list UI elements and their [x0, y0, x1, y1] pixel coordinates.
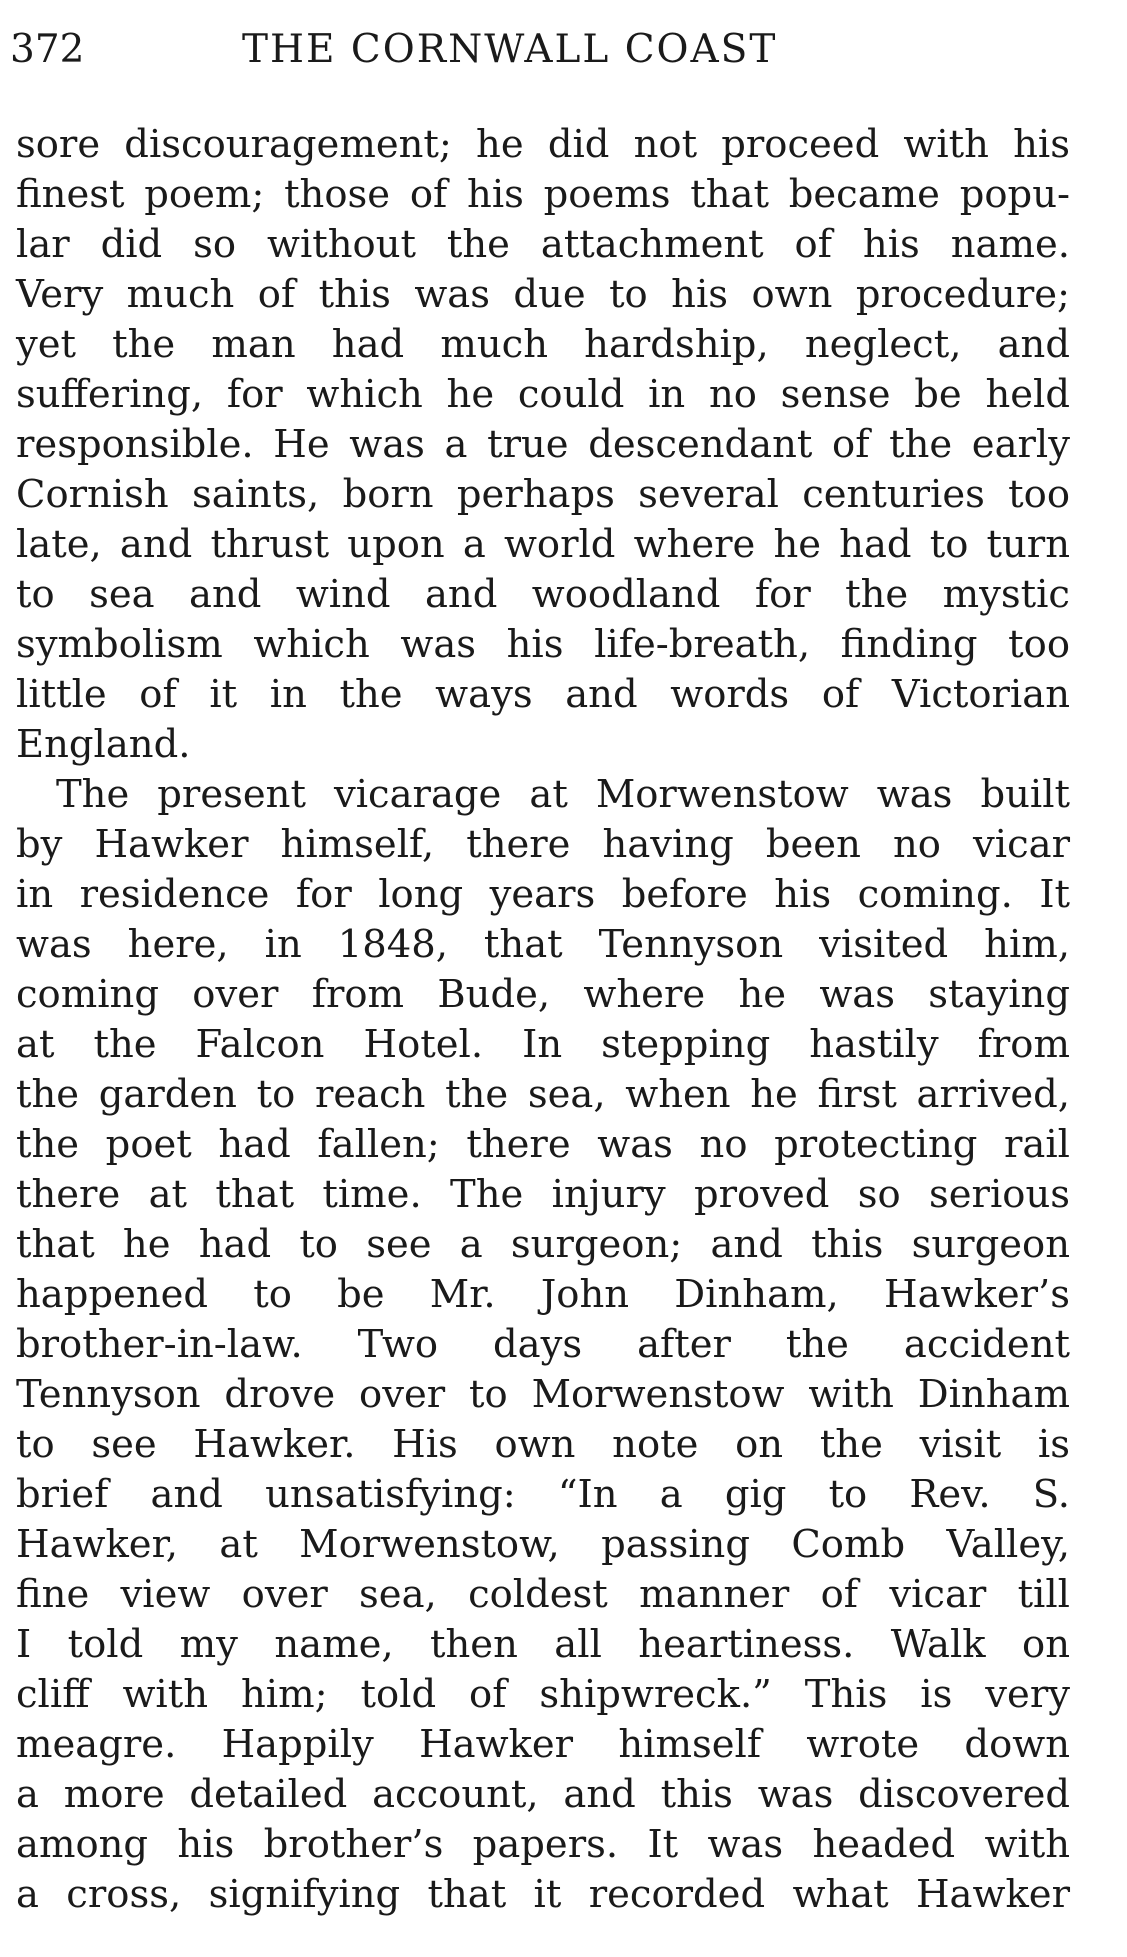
text-line: Very much of this was due to his own procedure;	[16, 272, 1070, 317]
text-line: brother-in-law. Two days after the accident	[16, 1322, 1070, 1367]
text-line: late, and thrust upon a world where he had to turn	[16, 522, 1070, 567]
text-line: to sea and wind and woodland for the mystic	[16, 572, 1070, 617]
text-line: lar did so without the attachment of his name.	[16, 222, 1070, 267]
text-line: fine view over sea, coldest manner of vicar till	[16, 1572, 1070, 1617]
text-line: to see Hawker. His own note on the visit is	[16, 1422, 1070, 1467]
page-header	[10, 22, 1070, 78]
text-line: among his brother’s papers. It was headed with	[16, 1822, 1070, 1867]
text-line: The present vicarage at Morwenstow was built	[56, 772, 1070, 817]
text-line: cliff with him; told of shipwreck.” This is very	[16, 1672, 1070, 1717]
text-line: little of it in the ways and words of Victorian	[16, 672, 1070, 717]
text-line: there at that time. The injury proved so serious	[16, 1172, 1070, 1217]
paragraph-2	[16, 770, 1070, 1920]
paragraph-1	[16, 120, 1070, 770]
body-text	[16, 120, 1070, 1920]
text-line: at the Falcon Hotel. In stepping hastily from	[16, 1022, 1070, 1067]
text-line: Hawker, at Morwenstow, passing Comb Valley,	[16, 1522, 1070, 1567]
text-line: by Hawker himself, there having been no vicar	[16, 822, 1070, 867]
text-line: the garden to reach the sea, when he first arrived,	[16, 1072, 1070, 1117]
text-line: suffering, for which he could in no sense be held	[16, 372, 1070, 417]
text-line: meagre. Happily Hawker himself wrote down	[16, 1722, 1070, 1767]
text-line: that he had to see a surgeon; and this surgeon	[16, 1222, 1070, 1267]
text-line: I told my name, then all heartiness. Walk on	[16, 1622, 1070, 1667]
text-line: a cross, signifying that it recorded what Hawker	[16, 1872, 1070, 1917]
text-line: happened to be Mr. John Dinham, Hawker’s	[16, 1272, 1070, 1317]
text-line: sore discouragement; he did not proceed with his	[16, 122, 1070, 167]
text-line: responsible. He was a true descendant of the early	[16, 422, 1070, 467]
text-line: finest poem; those of his poems that became popu-	[16, 172, 1070, 217]
text-line: a more detailed account, and this was discovered	[16, 1772, 1070, 1817]
text-line: brief and unsatisfying: “In a gig to Rev. S.	[16, 1472, 1070, 1517]
text-line: symbolism which was his life-breath, finding too	[16, 622, 1070, 667]
text-line: England.	[16, 722, 191, 767]
text-line: the poet had fallen; there was no protecting rail	[16, 1122, 1070, 1167]
text-line: in residence for long years before his coming. It	[16, 872, 1070, 917]
text-line: coming over from Bude, where he was staying	[16, 972, 1070, 1017]
running-title: THE CORNWALL COAST	[242, 27, 778, 72]
text-line: Cornish saints, born perhaps several centuries too	[16, 472, 1070, 517]
text-line: Tennyson drove over to Morwenstow with Dinham	[16, 1372, 1070, 1417]
text-line: yet the man had much hardship, neglect, and	[16, 322, 1070, 367]
text-line: was here, in 1848, that Tennyson visited him,	[16, 922, 1070, 967]
page-number: 372	[10, 27, 85, 72]
